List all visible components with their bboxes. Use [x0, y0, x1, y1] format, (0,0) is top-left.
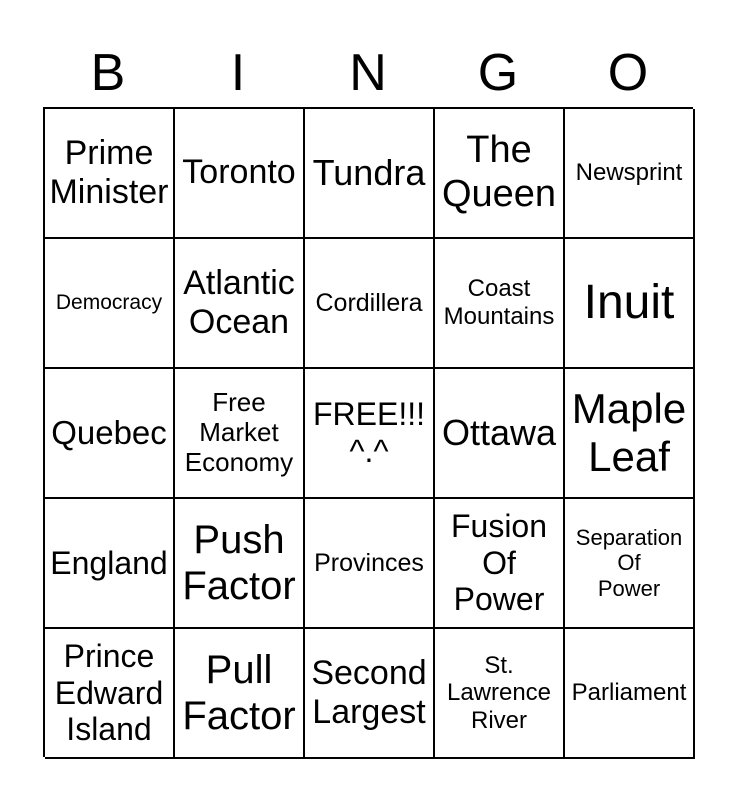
bingo-cell-label: Newsprint [575, 159, 683, 187]
bingo-cell-r1-c2[interactable] [175, 109, 305, 239]
bingo-cell-label: Inuit [583, 276, 675, 330]
bingo-cell-label: Tundra [312, 152, 426, 194]
bingo-board [43, 107, 693, 757]
bingo-cell-r4-c4[interactable] [435, 499, 565, 629]
header-letter-g: G [477, 44, 519, 102]
bingo-cell-label: Quebec [51, 414, 167, 452]
bingo-cell-label: Prince Edward Island [54, 637, 164, 748]
bingo-cell-r2-c3[interactable] [305, 239, 435, 369]
header-letter-n: N [349, 44, 387, 102]
bingo-cell-label: Free Market Economy [184, 387, 294, 477]
bingo-cell-label: Coast Mountains [443, 275, 555, 330]
bingo-cell-r5-c3[interactable] [305, 629, 435, 759]
bingo-cell-r3-c5[interactable] [565, 369, 695, 499]
bingo-cell-r4-c3[interactable] [305, 499, 435, 629]
bingo-cell-r1-c3[interactable] [305, 109, 435, 239]
bingo-cell-r5-c1[interactable] [45, 629, 175, 759]
bingo-cell-label: Provinces [314, 548, 424, 577]
bingo-cell-label: St. Lawrence River [446, 651, 552, 734]
bingo-cell-label: Democracy [55, 290, 163, 314]
bingo-cell-r4-c1[interactable] [45, 499, 175, 629]
bingo-cell-label: The Queen [441, 129, 557, 215]
bingo-cell-r2-c1[interactable] [45, 239, 175, 369]
bingo-cell-r1-c5[interactable] [565, 109, 695, 239]
bingo-cell-label: Cordillera [315, 288, 423, 317]
bingo-cell-r2-c5[interactable] [565, 239, 695, 369]
bingo-cell-r5-c5[interactable] [565, 629, 695, 759]
bingo-cell-label: Parliament [571, 679, 687, 707]
bingo-cell-r2-c4[interactable] [435, 239, 565, 369]
bingo-cell-r1-c1[interactable] [45, 109, 175, 239]
bingo-cell-r4-c2[interactable] [175, 499, 305, 629]
bingo-cell-r4-c5[interactable] [565, 499, 695, 629]
bingo-cell-label: Second Largest [311, 653, 427, 731]
bingo-cell-r3-c3[interactable] [305, 369, 435, 499]
bingo-cell-label: Prime Minister [49, 133, 169, 211]
bingo-cell-label: Maple Leaf [571, 384, 687, 480]
bingo-cell-label: Pull Factor [182, 648, 296, 738]
bingo-cell-label: Toronto [182, 153, 296, 192]
bingo-cell-r1-c4[interactable] [435, 109, 565, 239]
bingo-cell-r3-c2[interactable] [175, 369, 305, 499]
bingo-cell-label: Atlantic Ocean [183, 263, 295, 341]
bingo-cell-label: Separation Of Power [575, 525, 683, 601]
bingo-cell-label: Ottawa [441, 412, 557, 454]
bingo-cell-r3-c4[interactable] [435, 369, 565, 499]
bingo-cell-label: England [50, 544, 168, 581]
bingo-cell-label: Fusion Of Power [450, 507, 548, 618]
bingo-cell-r2-c2[interactable] [175, 239, 305, 369]
bingo-cell-r5-c4[interactable] [435, 629, 565, 759]
header-letter-o: O [607, 44, 649, 102]
bingo-header [43, 40, 693, 106]
header-letter-i: I [230, 44, 246, 102]
bingo-cell-label: Push Factor [182, 518, 296, 608]
header-letter-b: B [90, 44, 126, 102]
bingo-cell-r3-c1[interactable] [45, 369, 175, 499]
bingo-cell-r5-c2[interactable] [175, 629, 305, 759]
bingo-cell-label: FREE!!! ^.^ [312, 396, 425, 469]
